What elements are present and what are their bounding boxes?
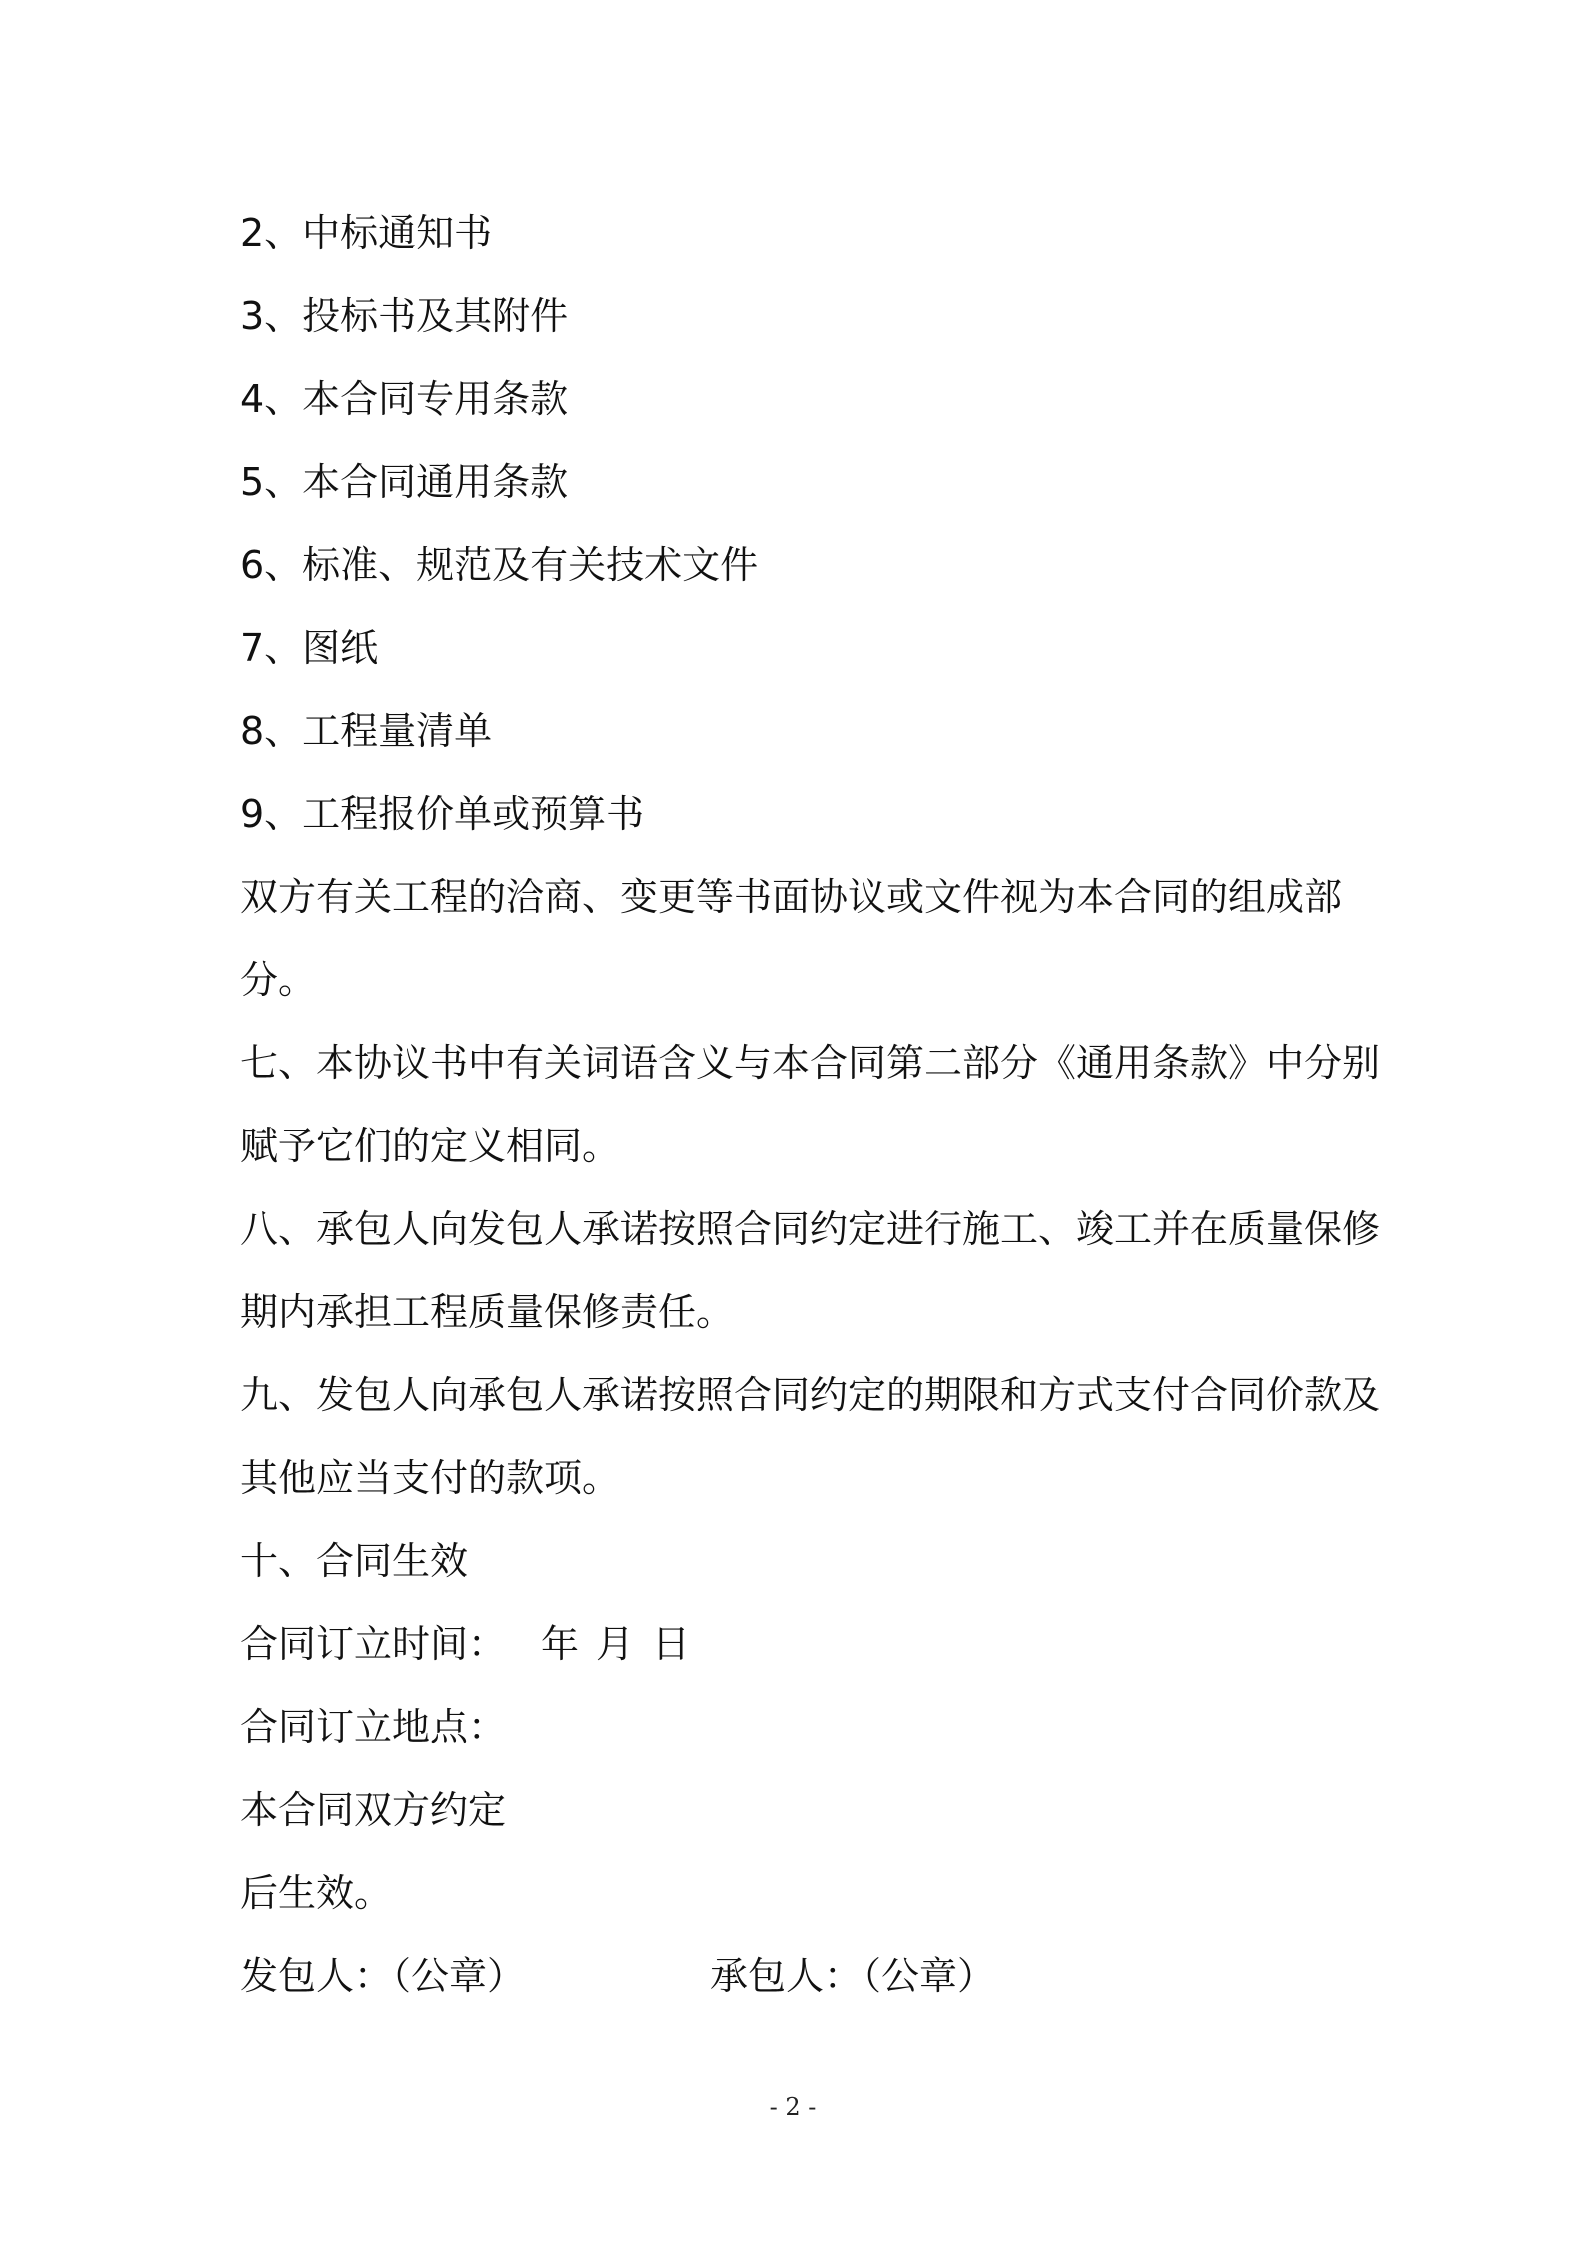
document-line: 7、图纸 — [240, 626, 379, 670]
employer-seal-label: 发包人：（公章） — [240, 1954, 526, 1998]
document-line: 4、本合同专用条款 — [240, 377, 569, 421]
page-number: - 2 - — [769, 2093, 817, 2121]
document-line: 分。 — [240, 958, 317, 1002]
document-line: 八、承包人向发包人承诺按照合同约定进行施工、竣工并在质量保修 — [240, 1207, 1381, 1251]
sign-time-label: 合同订立时间： — [240, 1622, 507, 1666]
document-line: 期内承担工程质量保修责任。 — [240, 1290, 735, 1334]
sign-place-label: 合同订立地点： — [240, 1705, 507, 1749]
document-line: 6、标准、规范及有关技术文件 — [240, 543, 759, 587]
document-line: 其他应当支付的款项。 — [240, 1456, 621, 1500]
document-line: 赋予它们的定义相同。 — [240, 1124, 621, 1168]
document-line: 2、中标通知书 — [240, 211, 493, 255]
document-line: 九、发包人向承包人承诺按照合同约定的期限和方式支付合同价款及 — [240, 1373, 1381, 1417]
document-line: 3、投标书及其附件 — [240, 294, 569, 338]
document-line: 9、工程报价单或预算书 — [240, 792, 645, 836]
document-line: 5、本合同通用条款 — [240, 460, 569, 504]
sign-time-day: 日 — [652, 1622, 691, 1666]
sign-time-year: 年 — [541, 1622, 580, 1666]
sign-time-month: 月 — [596, 1622, 635, 1666]
document-line: 七、本协议书中有关词语含义与本合同第二部分《通用条款》中分别 — [240, 1041, 1381, 1085]
document-line: 十、合同生效 — [240, 1539, 469, 1583]
document-line: 8、工程量清单 — [240, 709, 493, 753]
effective-line: 本合同双方约定 — [240, 1788, 507, 1832]
effective-line: 后生效。 — [240, 1871, 393, 1915]
document-line: 双方有关工程的洽商、变更等书面协议或文件视为本合同的组成部 — [240, 875, 1343, 919]
contractor-seal-label: 承包人：（公章） — [710, 1954, 996, 1998]
